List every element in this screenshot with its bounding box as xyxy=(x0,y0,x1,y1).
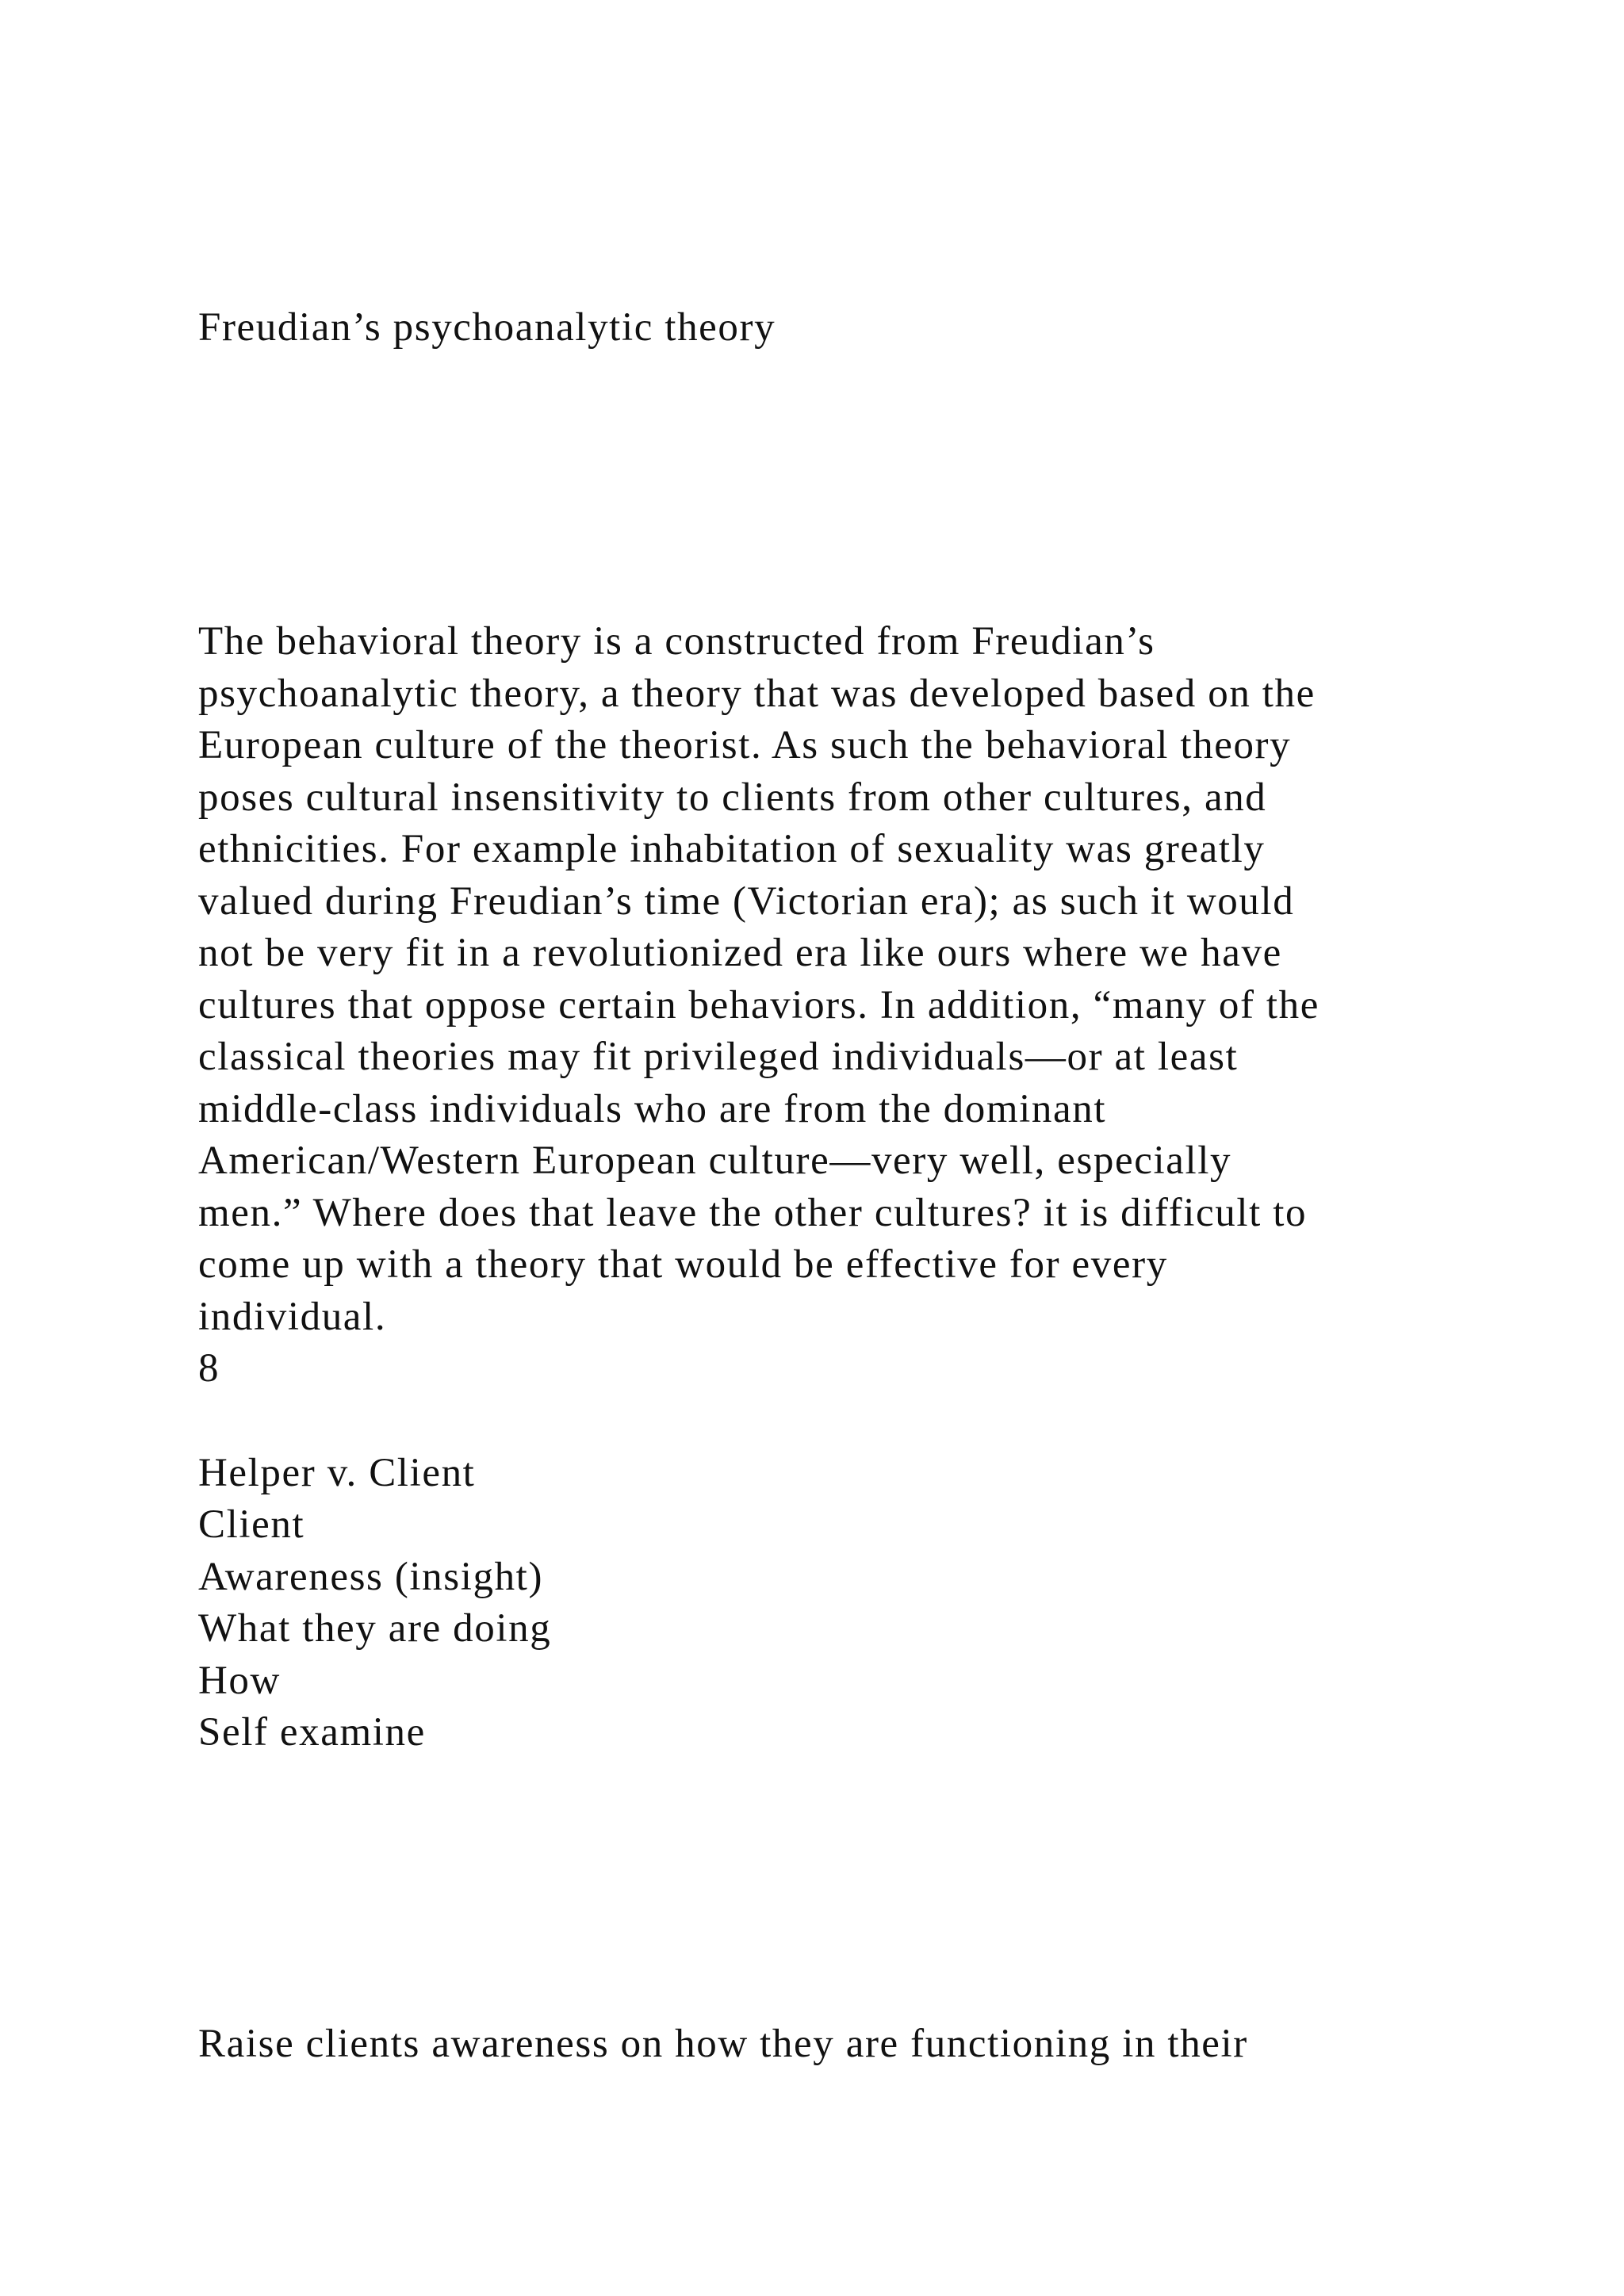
note-line: Self examine xyxy=(198,1710,426,1755)
paragraph-line: ethnicities. For example inhabitation of sexuality was greatly xyxy=(198,827,1266,871)
note-line: Helper v. Client xyxy=(198,1451,476,1495)
document-heading: Freudian’s psychoanalytic theory xyxy=(198,305,776,350)
paragraph-line: classical theories may fit privileged individuals—or at least xyxy=(198,1035,1239,1079)
paragraph-line: The behavioral theory is a constructed from Freudian’s xyxy=(198,619,1155,664)
paragraph-line: individual. xyxy=(198,1295,387,1339)
note-line: What they are doing xyxy=(198,1606,552,1651)
paragraph-line: valued during Freudian’s time (Victorian era); as such it would xyxy=(198,879,1295,924)
paragraph-line: not be very fit in a revolutionized era like ours where we have xyxy=(198,931,1282,975)
paragraph-line: come up with a theory that would be effective for every xyxy=(198,1242,1168,1287)
paragraph-line: European culture of the theorist. As such the behavioral theory xyxy=(198,723,1292,767)
paragraph-line: cultures that oppose certain behaviors. In addition, “many of the xyxy=(198,983,1320,1027)
paragraph-line: men.” Where does that leave the other cultures? it is difficult to xyxy=(198,1191,1308,1235)
paragraph-line: middle-class individuals who are from the dominant xyxy=(198,1087,1107,1131)
note-line: Awareness (insight) xyxy=(198,1555,544,1599)
paragraph-line: poses cultural insensitivity to clients from other cultures, and xyxy=(198,775,1267,820)
final-line: Raise clients awareness on how they are functioning in their xyxy=(198,2022,1248,2066)
page-number: 8 xyxy=(198,1346,220,1391)
paragraph-line: psychoanalytic theory, a theory that was developed based on the xyxy=(198,672,1316,716)
note-line: Client xyxy=(198,1502,305,1547)
paragraph-line: American/Western European culture—very well, especially xyxy=(198,1138,1232,1183)
note-line: How xyxy=(198,1659,281,1703)
